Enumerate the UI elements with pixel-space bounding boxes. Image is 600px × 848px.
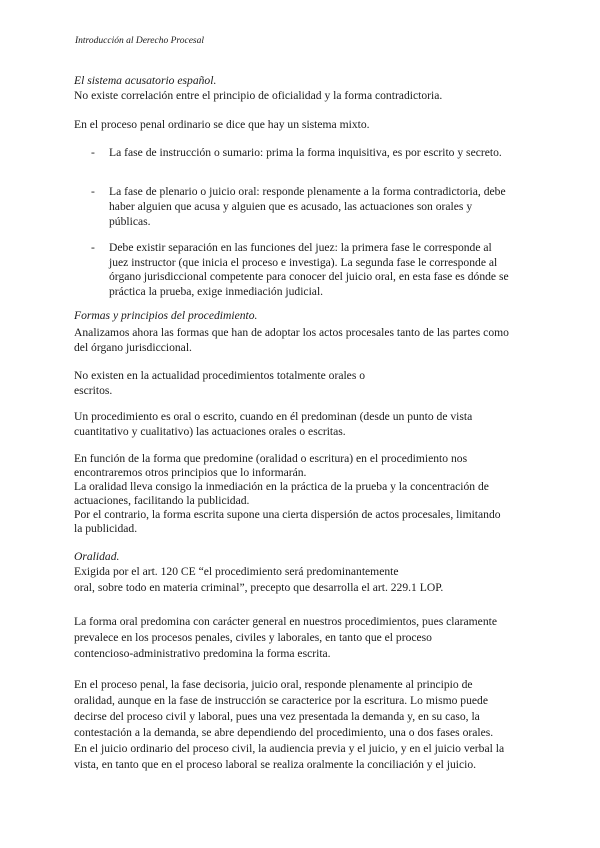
paragraph-line: oralidad, aunque en la fase de instrucción se caracterice por la escritura. Lo mismo puede (74, 694, 488, 707)
paragraph-line: oral, sobre todo en materia criminal”, precepto que desarrolla el art. 229.1 LOP. (74, 581, 444, 594)
paragraph-line: cuantitativo y cualitativo) las actuaciones orales o escritas. (74, 425, 346, 438)
section-title-sistema-acusatorio: El sistema acusatorio español. (74, 74, 217, 87)
paragraph-line: La forma oral predomina con carácter general en nuestros procedimientos, pues claramente (74, 615, 497, 628)
bullet-line: haber alguien que acusa y alguien que es acusado, las actuaciones son orales y (109, 200, 473, 213)
paragraph-line: escritos. (74, 384, 113, 397)
paragraph-line: Por el contrario, la forma escrita supone una cierta dispersión de actos procesales, limitando (74, 508, 501, 521)
paragraph-line: En función de la forma que predomine (oralidad o escritura) en el procedimiento nos (74, 452, 468, 465)
paragraph-line: Exigida por el art. 120 CE “el procedimiento será predominantemente (74, 565, 399, 578)
bullet-line: órgano jurisdiccional competente para conocer del juicio oral, en esta fase es dónde se (109, 270, 509, 283)
paragraph-line: Analizamos ahora las formas que han de adoptar los actos procesales tanto de las partes como (74, 326, 509, 339)
section-title-oralidad: Oralidad. (74, 550, 120, 563)
section-title-formas-principios: Formas y principios del procedimiento. (74, 309, 258, 322)
bullet-line: práctica la prueba, exige inmediación judicial. (109, 285, 324, 298)
paragraph-line: contencioso-administrativo predomina la forma escrita. (74, 647, 331, 660)
paragraph-line: del órgano jurisdiccional. (74, 341, 192, 354)
paragraph-line: contestación a la demanda, se abre dependiendo del procedimiento, una o dos fases orales. (74, 726, 494, 739)
paragraph-line: actuaciones, facilitando la publicidad. (74, 494, 250, 507)
running-header: Introducción al Derecho Procesal (75, 36, 205, 46)
bullet-line: La fase de plenario o juicio oral: responde plenamente a la forma contradictoria, debe (109, 185, 506, 198)
paragraph-line: La oralidad lleva consigo la inmediación en la práctica de la prueba y la concentración de (74, 480, 489, 493)
paragraph-line: No existen en la actualidad procedimientos totalmente orales o (74, 369, 366, 382)
bullet-line: juez instructor (que inicia el proceso e investiga). La segunda fase le corresponde al (109, 256, 498, 269)
bullet-marker: - (91, 241, 95, 254)
bullet-marker: - (91, 146, 95, 159)
paragraph-line: encontraremos otros principios que lo informarán. (74, 466, 307, 479)
paragraph: No existe correlación entre el principio de oficialidad y la forma contradictoria. (74, 89, 443, 102)
bullet-marker: - (91, 185, 95, 198)
bullet-line: Debe existir separación en las funciones del juez: la primera fase le corresponde al (109, 241, 492, 254)
paragraph-line: prevalece en los procesos penales, civiles y laborales, en tanto que el proceso (74, 631, 432, 644)
bullet-line: públicas. (109, 215, 151, 228)
bullet-line: La fase de instrucción o sumario: prima la forma inquisitiva, es por escrito y secreto. (109, 146, 502, 159)
paragraph-line: la publicidad. (74, 522, 138, 535)
paragraph-line: En el proceso penal, la fase decisoria, juicio oral, responde plenamente al principio de (74, 678, 473, 691)
paragraph-line: decirse del proceso civil y laboral, pues una vez presentada la demanda y, en su caso, la (74, 710, 480, 723)
paragraph-line: Un procedimiento es oral o escrito, cuando en él predominan (desde un punto de vista (74, 410, 473, 423)
paragraph-line: En el juicio ordinario del proceso civil, la audiencia previa y el juicio, y en el juicio verbal la (74, 742, 505, 755)
paragraph-line: vista, en tanto que en el proceso laboral se realiza oralmente la conciliación y el juicio. (74, 758, 477, 771)
paragraph: En el proceso penal ordinario se dice que hay un sistema mixto. (74, 118, 370, 131)
